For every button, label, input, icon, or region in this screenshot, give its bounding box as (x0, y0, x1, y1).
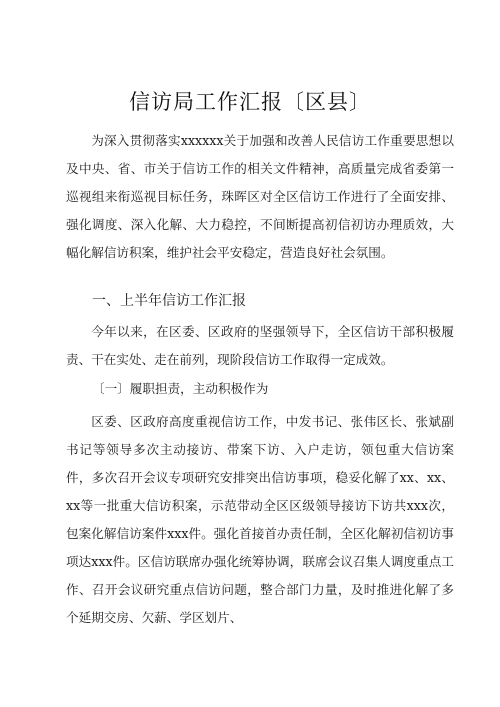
section1-paragraph: 今年以来，在区委、区政府的坚强领导下，全区信访干部积极履责、干在实处、走在前列，现阶段信访工作取得一定成效。 (66, 324, 454, 367)
intro-paragraph: 为深入贯彻落实xxxxxx关于加强和改善人民信访工作重要思想以及中央、省、市关于信访工作的相关文件精神，高质量完成省委第一巡视组来衔巡视目标任务，珠晖区对全区信访工作进行了全面安排、强化调度、深入化解、大力稳控，不间断提高初信初访办理质效，大幅化解信访积案，维护社会平安稳定，营造良好社会氛围。 (66, 133, 454, 260)
subsection1-paragraph: 区委、区政府高度重视信访工作，中发书记、张伟区长、张斌副书记等领导多次主动接访、带案下访、入户走访，领包重大信访案件，多次召开会议专项研究安排突出信访事项，稳妥化解了xx、xx、xx等一批重大信访积案，示范带动全区区级领导接访下访共xxx次，包案化解信访案件xxx件。强化首接首办责任制，全区化解初信初访事项达xxx件。区信访联席办强化统筹协调，联席会议召集人调度重点工作、召开会议研究重点信访问题，整合部门力量，及时推进化解了多个延期交房、欠薪、学区划片、 (66, 414, 454, 625)
subsection1-block (66, 408, 454, 632)
subsection-heading-1: 〔一〕履职担责，主动积极作为 (92, 381, 269, 396)
document-title: 信访局工作汇报〔区县〕 (129, 90, 371, 114)
section-heading-1: 一、上半年信访工作汇报 (92, 293, 246, 309)
intro-block (66, 127, 454, 267)
section1-block (66, 318, 454, 374)
